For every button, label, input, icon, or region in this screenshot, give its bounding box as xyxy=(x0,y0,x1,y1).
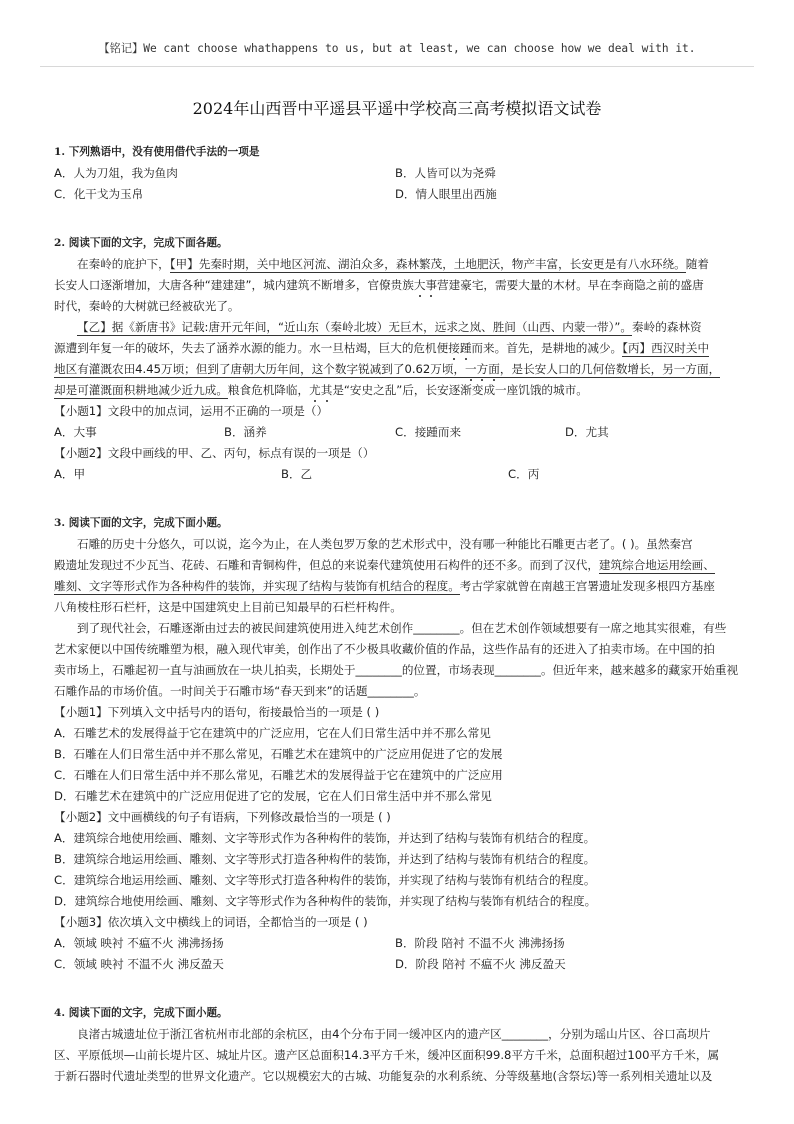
q3-sub2-option-d[interactable]: D．建筑综合地使用绘画、雕刻、文字等形式作为各种构件的装饰，并实现了结构与装饰有机结合的程度。 xyxy=(54,894,597,908)
q2-passage-line xyxy=(54,341,709,355)
q2-passage-line xyxy=(54,257,709,271)
passage-text: 秦岭的森林资 xyxy=(632,320,702,334)
passage-text: 源遭到年复一年的破坏，失去了涵养水源的能力。水一旦枯竭，巨大的危机便接踵而来。首先，是耕地的减少。 xyxy=(54,341,623,355)
emphasis-dot: 尤 xyxy=(309,383,321,397)
q2-subquestion-1: 【小题1】文段中的加点词，运用不正确的一项是（） xyxy=(54,404,329,418)
passage-text: 区、平原低坝—山前长堤片区、城址片区。遗产区总面积14.3平方千米，缓冲区面积99.8平方千米，总面积超过100平方千米，属 xyxy=(54,1048,720,1062)
passage-text: 石雕的历史十分悠久，可以说，迄今为止，在人类包罗万象的艺术形式中，没有哪一种能比石雕更古老了。( )。虽然秦宫 xyxy=(77,537,693,551)
passage-text: 考古学家就曾在南越王宫署遗址发现多根四方基座 xyxy=(459,579,715,593)
passage-text: 时代，秦岭的大树就已经被砍光了。 xyxy=(54,299,240,313)
q1-option-d[interactable]: D．情人眼里出西施 xyxy=(395,187,497,201)
q2-passage-line xyxy=(54,362,720,376)
q3-subquestion-3: 【小题3】依次填入文中横线上的词语，全都恰当的一项是 ( ) xyxy=(54,915,368,929)
q3-sub1-option-a[interactable]: A．石雕艺术的发展得益于它在建筑中的广泛应用，它在人们日常生活中并不那么常见 xyxy=(54,726,491,740)
underlined-sentence: 【丙】西汉时关中 xyxy=(622,341,710,355)
page-title: 2024年山西晋中平遥县平遥中学校高三高考模拟语文试卷 xyxy=(192,99,602,118)
q2-sub2-option-b[interactable]: B．乙 xyxy=(281,467,313,481)
q1-heading: 1. 下列熟语中，没有使用借代手法的一项是 xyxy=(54,146,260,158)
q3-sub3-option-a[interactable]: A．领域 映衬 不瘟不火 沸沸扬扬 xyxy=(54,936,224,950)
passage-text: 于新石器时代遗址类型的世界文化遗产。它以规模宏大的古城、功能复杂的水利系统、分等级墓地(含祭坛)等一系列相关遗址以及 xyxy=(54,1069,713,1083)
q3-passage-line xyxy=(54,600,402,614)
header-motto: 【铭记】We cant choose whathappens to us, but at least, we can choose how we deal with it. xyxy=(98,42,696,55)
q1-option-b[interactable]: B．人皆可以为尧舜 xyxy=(395,166,496,180)
q3-passage-line xyxy=(54,558,715,572)
q3-heading: 3. 阅读下面的文字，完成下面小题。 xyxy=(54,517,228,529)
q2-sub1-option-a[interactable]: A．大事 xyxy=(54,425,97,439)
passage-text: 卖市场上，石雕起初一直与油画放在一块儿拍卖，长期处于________的位置，市场表现________。但近年来，越来越多的藏家开始重视 xyxy=(54,663,739,677)
q4-passage-line xyxy=(54,1048,719,1062)
q3-sub1-option-b[interactable]: B．石雕在人们日常生活中并不那么常见，石雕艺术在建筑中的广泛应用促进了它的发展 xyxy=(54,747,503,761)
emphasis-dot: 大 xyxy=(413,278,426,292)
q4-heading: 4. 阅读下面的文字，完成下面小题。 xyxy=(54,1007,228,1019)
passage-text: 随着 xyxy=(685,257,709,271)
q3-sub3-option-c[interactable]: C．领域 映衬 不温不火 沸反盈天 xyxy=(54,957,224,971)
q3-sub2-option-a[interactable]: A．建筑综合地使用绘画、雕刻、文字等形式作为各种构件的装饰，并达到了结构与装饰有机结合的程度。 xyxy=(54,831,596,845)
header-divider xyxy=(40,66,754,67)
emphasis-dot: 接 xyxy=(448,341,460,355)
q3-sub1-option-c[interactable]: C．石雕在人们日常生活中并不那么常见，石雕艺术的发展得益于它在建筑中的广泛应用 xyxy=(54,768,503,782)
q4-passage-line xyxy=(54,1069,712,1083)
emphasis-dot: 一 xyxy=(465,362,477,376)
q2-sub1-option-b[interactable]: B．涵养 xyxy=(224,425,267,439)
passage-text: 殿遗址发现过不少瓦当、花砖、石雕和青铜构件，但总的来说秦代建筑使用石构件的还不多。而到了汉代， xyxy=(54,558,599,572)
q3-sub2-option-b[interactable]: B．建筑综合地运用绘画、雕刻、文字等形式打造各种构件的装饰，并达到了结构与装饰有机结合的程度。 xyxy=(54,852,596,866)
passage-text: 粮食危机降临，尤其是“安史之乱”后，长安逐渐变成一座饥饿的城市。 xyxy=(227,383,588,397)
passage-text: 艺术家便以中国传统雕塑为根，融入现代审美，创作出了不少极具收藏价值的作品，这些作品有的还进入了拍卖市场。在中国的拍 xyxy=(54,642,715,656)
q4-passage-line xyxy=(54,1027,710,1041)
passage-text: 到了现代社会，石雕逐渐由过去的被民间建筑使用进入纯艺术创作________。但在艺术创作领域想要有一席之地其实很难，有些 xyxy=(77,621,727,635)
emphasis-dot: 踵 xyxy=(459,341,472,355)
emphasis-dot: 事 xyxy=(425,278,438,292)
q2-sub1-option-d[interactable]: D．尤其 xyxy=(565,425,609,439)
passage-text: 八角棱柱形石栏杆，这是中国建筑史上目前已知最早的石栏杆构件。 xyxy=(54,600,402,614)
q3-sub3-option-b[interactable]: B．阶段 陪衬 不温不火 沸沸扬扬 xyxy=(395,936,565,950)
underlined-sentence: 【甲】先秦时期，关中地区河流、湖泊众多，森林繁茂，土地肥沃，物产丰富，长安更是有八水环绕。 xyxy=(169,257,686,271)
passage-text: 在秦岭的庇护下， xyxy=(77,257,170,271)
q2-sub2-option-c[interactable]: C．丙 xyxy=(508,467,540,481)
q2-sub2-option-a[interactable]: A．甲 xyxy=(54,467,86,481)
q2-passage-line xyxy=(54,278,704,292)
q3-passage-line xyxy=(54,642,715,656)
q3-passage-line xyxy=(54,579,715,593)
q2-heading: 2. 阅读下面的文字，完成下面各题。 xyxy=(54,237,228,249)
q3-passage-line xyxy=(54,684,425,698)
passage-text: 长安人口逐渐增加，大唐各种“建建建”，城内建筑不断增多，官僚贵族大事营建豪宅，需要大量的木材。早在李商隐之前的盛唐 xyxy=(54,278,704,292)
q2-subquestion-2: 【小题2】文段中画线的甲、乙、丙句，标点有误的一项是（） xyxy=(54,446,375,460)
underlined-sentence: 建筑综合地运用绘画、 xyxy=(598,558,715,572)
q2-passage-line xyxy=(54,320,702,334)
q1-option-c[interactable]: C．化干戈为玉帛 xyxy=(54,187,144,201)
q3-sub1-option-d[interactable]: D．石雕艺术在建筑中的广泛应用促进了它的发展，它在人们日常生活中并不那么常见 xyxy=(54,789,492,803)
q3-subquestion-1: 【小题1】下列填入文中括号内的语句，衔接最恰当的一项是 ( ) xyxy=(54,705,380,719)
q3-passage-line xyxy=(54,537,693,551)
emphasis-dot: 方 xyxy=(476,362,489,376)
q3-passage-line xyxy=(54,621,726,635)
q2-passage-line xyxy=(54,299,240,313)
emphasis-dot: 面 xyxy=(488,362,500,376)
q2-passage-line xyxy=(54,383,588,397)
q3-sub3-option-d[interactable]: D．阶段 陪衬 不瘟不火 沸反盈天 xyxy=(395,957,566,971)
emphasis-dot: 其 xyxy=(320,383,333,397)
passage-text: 石雕作品的市场价值。一时间关于石雕市场“春天到来”的话题________。 xyxy=(54,684,426,698)
passage-text: 良渚古城遗址位于浙江省杭州市北部的余杭区，由4个分布于同一缓冲区内的遗产区________，分别为瑶山片区、谷口高坝片 xyxy=(77,1027,711,1041)
q3-passage-line xyxy=(54,663,738,677)
underlined-sentence: 却是可灌溉面积耕地减少近九成。 xyxy=(54,383,228,397)
q1-option-a[interactable]: A．人为刀俎，我为鱼肉 xyxy=(54,166,178,180)
q2-sub1-option-c[interactable]: C．接踵而来 xyxy=(395,425,462,439)
underlined-sentence: 【乙】据《新唐书》记载:唐开元年间，“近山东（秦岭北坡）无巨木，远求之岚、胜间（山西、内蒙一带）”。 xyxy=(77,320,633,334)
q3-sub2-option-c[interactable]: C．建筑综合地运用绘画、雕刻、文字等形式打造各种构件的装饰，并实现了结构与装饰有机结合的程度。 xyxy=(54,873,596,887)
underlined-sentence: 地区有灌溉农田4.45万顷；但到了唐朝大历年间，这个数字锐减到了0.62万顷，一方面，是长安人口的几何倍数增长，另一方面， xyxy=(54,362,721,376)
q3-subquestion-2: 【小题2】文中画横线的句子有语病，下列修改最恰当的一项是 ( ) xyxy=(54,810,391,824)
underlined-sentence: 雕刻、文字等形式作为各种构件的装饰，并实现了结构与装饰有机结合的程度。 xyxy=(54,579,460,593)
